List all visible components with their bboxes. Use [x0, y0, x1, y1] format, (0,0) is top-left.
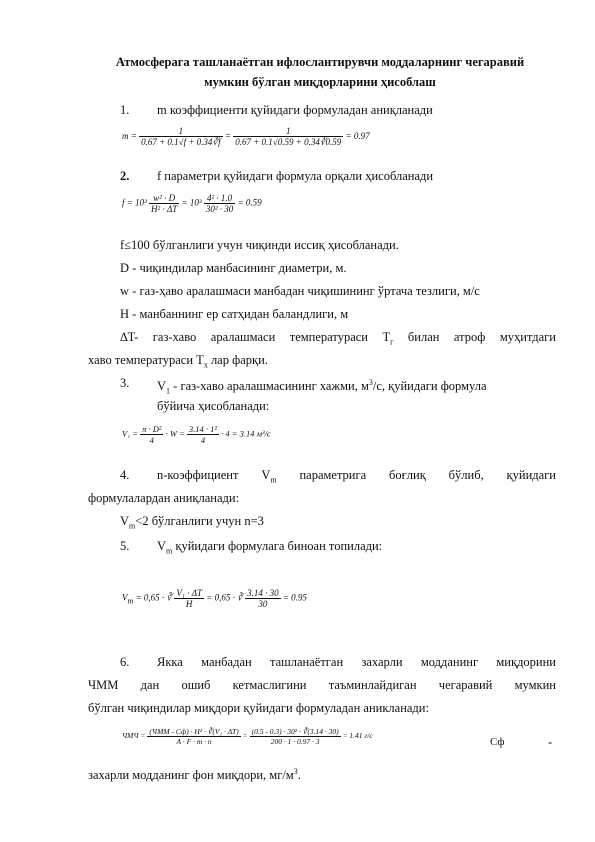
- item-6-number: 6.: [120, 655, 130, 669]
- cf-label: Сф: [490, 736, 505, 748]
- dt-definition-line-2: хаво температураси $Т_х$ лар фарқи.: [88, 353, 268, 370]
- item-5-text: $V_m$ қуйидаги формулага биноан топилади:: [157, 539, 383, 556]
- title-line-1: Атмосферага ташланаётган ифлослантирувчи моддаларнинг чегаравий: [115, 55, 525, 69]
- d-definition: D - чиқиндилар манбасининг диаметри, м.: [120, 261, 347, 275]
- item-6-line-2: ЧММ дан ошиб кетмаслигини таъминлайдиган чегаравий мумкин: [88, 678, 556, 692]
- w-definition: w - газ-ҳаво аралашмаси манбадан чиқишининг ўртача тезлиги, м/с: [120, 284, 480, 298]
- item-4-text-2: формулалардан аниқланади:: [88, 491, 240, 505]
- formula-m-frac-1: $\frac{1}{0.67 + 0.1√f + 0.34∛f}$: [141, 126, 221, 147]
- formula-f-lhs: f = 10³: [122, 197, 147, 208]
- item-2-text: f параметри қуйидаги формула орқали ҳисобланади: [157, 169, 434, 183]
- formula-f: [122, 193, 262, 214]
- f-note: f≤100 бўлганлиги учун чиқинди иссиқ ҳисобланади.: [120, 238, 399, 252]
- formula-m-eq: =: [224, 131, 231, 142]
- item-5-number: 5.: [120, 539, 130, 553]
- formula-m-frac-2: $\frac{1}{0.67 + 0.1√0.59 + 0.34∛0.59}$: [235, 126, 342, 147]
- item-2-number: 2.: [120, 169, 130, 183]
- item-1-text: m коэффициенти қуйидаги формуладан аниқланади: [157, 103, 433, 117]
- formula-v1: V₁ = $\frac{\text{π · D²}}{4}$ · W = $\frac{\text{3.14 · 1²}}{4}$ · 4 = 3.14 м³/с: [122, 424, 271, 445]
- item-4-text: n-коэффициент $V_m$ параметрига боғлиқ бўлиб, қуйидаги: [157, 468, 556, 485]
- formula-m: [122, 126, 370, 148]
- formula-f-frac-1: $\frac{\text{w² · D}}{\text{H² · ΔT}}$: [151, 193, 178, 214]
- item-3-text: $V_1$ - газ-хаво аралашмасининг хажми, $м^3/с$, қуйидаги формула: [157, 378, 487, 396]
- title-line-2: мумкин бўлган миқдорларини ҳисоблаш: [204, 75, 436, 89]
- formula-vm: $V_m = 0,65$ · ∛ $\frac{\text{V₁ · ΔT}}{H}$ = 0,65 · ∛ $\frac{3.14 \cdot 30}{30}$ = 0.95: [122, 588, 307, 609]
- document-title: [60, 52, 580, 92]
- dt-definition-line-1: ∆T- газ-хаво аралашмаси температураси $Т_г$ билан атроф муҳитдаги: [120, 330, 556, 347]
- item-3-text-2: бўйича ҳисобланади:: [157, 399, 270, 413]
- h-definition: H - манбаннинг ер сатҳидан баландлиги, м: [120, 307, 349, 321]
- formula-m-lhs: m =: [122, 131, 137, 142]
- item-1-number: 1.: [120, 103, 130, 117]
- item-3-number: 3.: [120, 376, 130, 390]
- item-6-line-1: Якка манбадан ташланаётган захарли модданинг миқдорини: [157, 655, 556, 669]
- item-6-line-3: бўлган чиқиндилар миқдори қуйидаги формуладан аникланади:: [88, 701, 429, 715]
- formula-chm: ЧМЧ = $\frac{\text{(ЧММ - Сф) · H² · ∛(V₁ · ΔT)}}{A \cdot F \cdot m \cdot n}$ = $\frac{\text{(0.5 - 0.3) · 30² · ∛(3.14 · 30)}}{200 \cdot 1 \cdot 0.97 \cdot 3}$ = 1.41 г/с: [122, 727, 373, 746]
- vm-condition: $V_m<2$ бўлганлиги учун n=3: [120, 514, 264, 531]
- formula-f-frac-2: $\frac{\text{4² · 1.0}}{\text{30² · 30}}$: [205, 193, 234, 214]
- item-4-number: 4.: [120, 468, 130, 482]
- cf-dash: -: [548, 735, 553, 749]
- background-concentration-definition: захарли модданинг фон миқдори, $мг/м^3$.: [88, 767, 301, 783]
- formula-m-result: = 0.97: [345, 131, 370, 142]
- formula-f-result: = 0.59: [237, 197, 262, 208]
- formula-f-eq: = 10³: [181, 197, 202, 208]
